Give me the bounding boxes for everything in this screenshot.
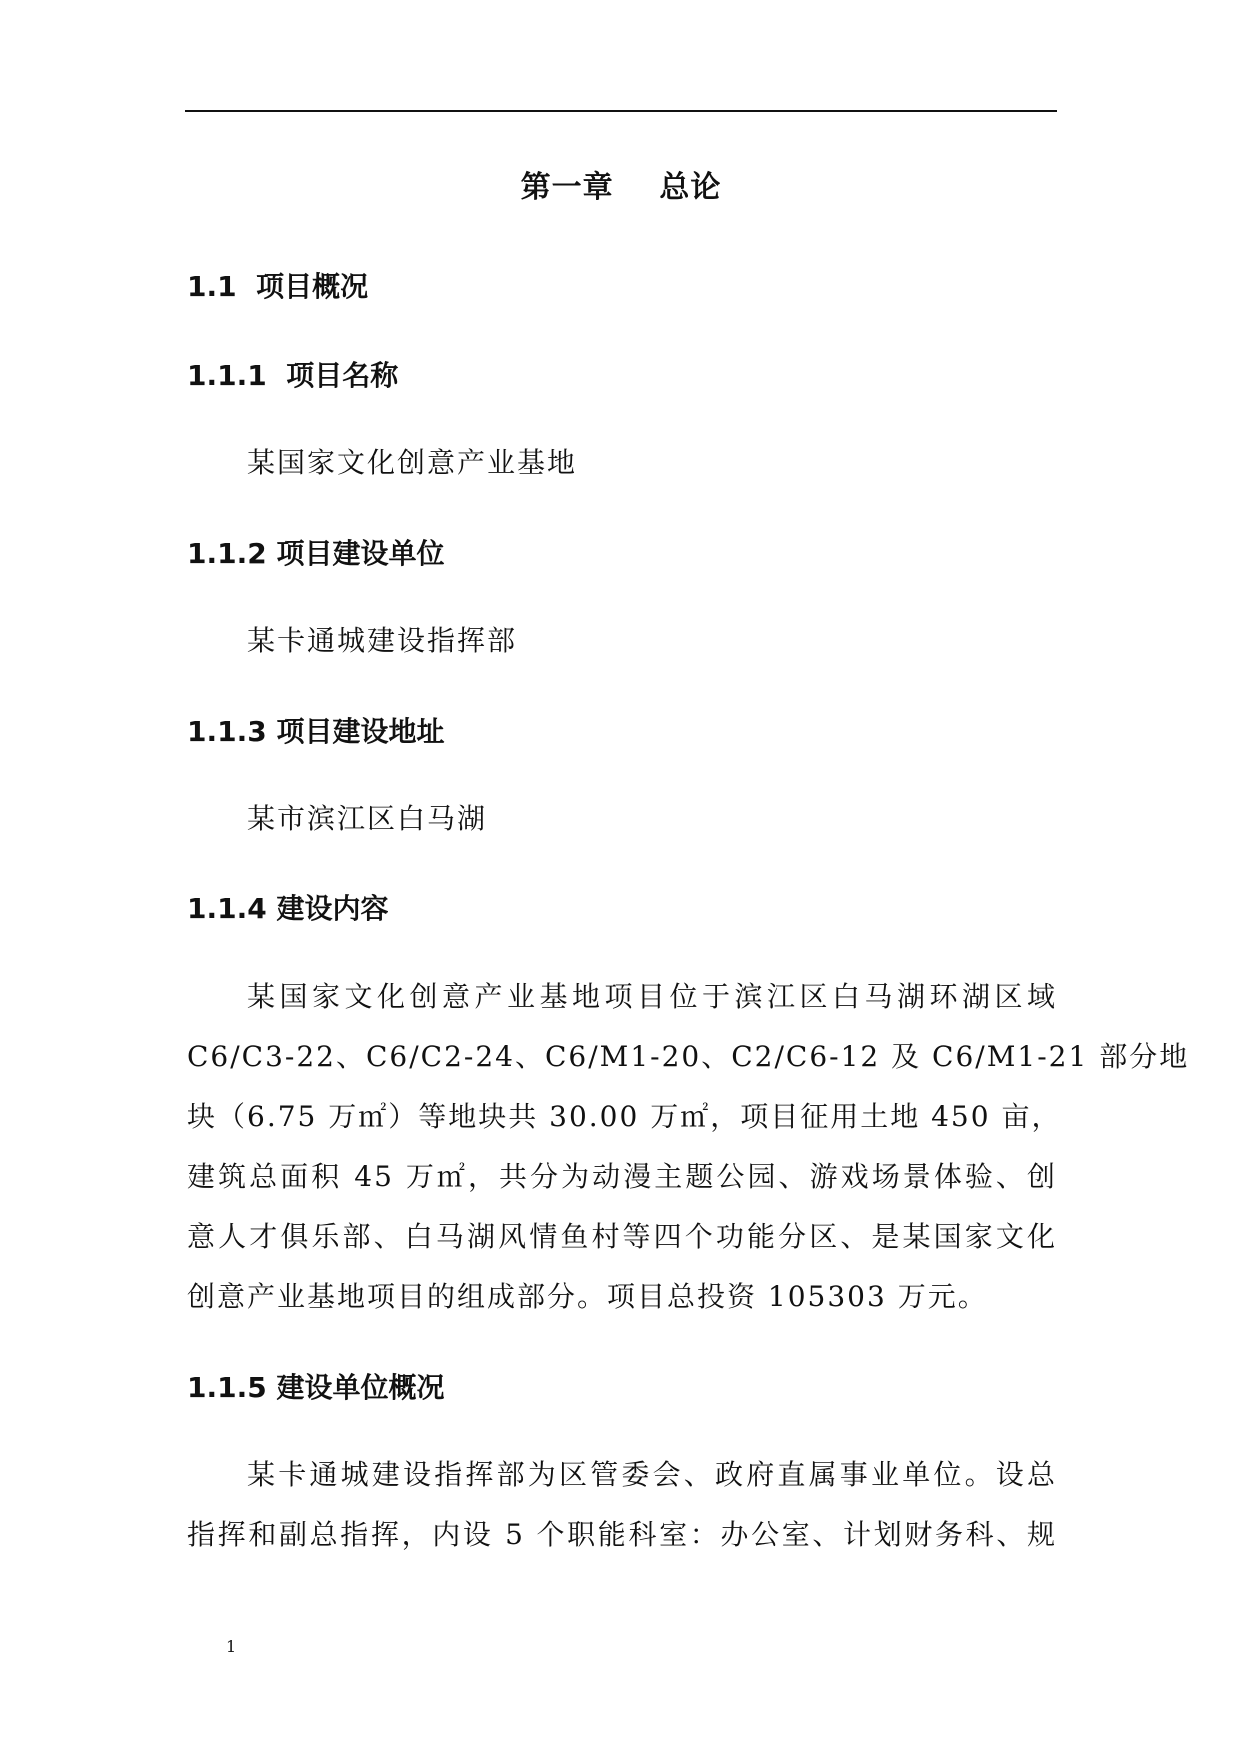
header-rule [185,110,1057,112]
section-heading-1-1-5: 1.1.5 建设单位概况 [187,1371,445,1404]
paragraph-line: 意人才俱乐部、白马湖风情鱼村等四个功能分区、是某国家文化 [187,1220,1057,1253]
paragraph-line: 指挥和副总指挥，内设 5 个职能科室：办公室、计划财务科、规 [187,1518,1057,1551]
paragraph-line: 某卡通城建设指挥部为区管委会、政府直属事业单位。设总 [247,1458,1057,1491]
section-heading-1-1-2: 1.1.2 项目建设单位 [187,537,445,570]
paragraph-line: 创意产业基地项目的组成部分。项目总投资 105303 万元。 [187,1280,988,1313]
section-heading-1-1: 1.1 项目概况 [187,270,369,303]
paragraph-line: 某国家文化创意产业基地项目位于滨江区白马湖环湖区域 [247,980,1057,1013]
section-heading-1-1-3: 1.1.3 项目建设地址 [187,715,445,748]
page-number: 1 [226,1637,237,1656]
construction-unit-text: 某卡通城建设指挥部 [247,624,518,657]
section-heading-1-1-1: 1.1.1 项目名称 [187,359,399,392]
paragraph-line: 块（6.75 万㎡）等地块共 30.00 万㎡，项目征用土地 450 亩， [187,1100,1062,1133]
section-heading-1-1-4: 1.1.4 建设内容 [187,892,389,925]
chapter-title: 第一章 总论 [520,170,722,205]
paragraph-line: 建筑总面积 45 万㎡，共分为动漫主题公园、游戏场景体验、创 [187,1160,1057,1193]
paragraph-line: C6/C3-22、C6/C2-24、C6/M1-20、C2/C6-12 及 C6/M1-21 部分地 [187,1040,1190,1073]
project-name-text: 某国家文化创意产业基地 [247,446,578,479]
construction-address-text: 某市滨江区白马湖 [247,802,488,835]
